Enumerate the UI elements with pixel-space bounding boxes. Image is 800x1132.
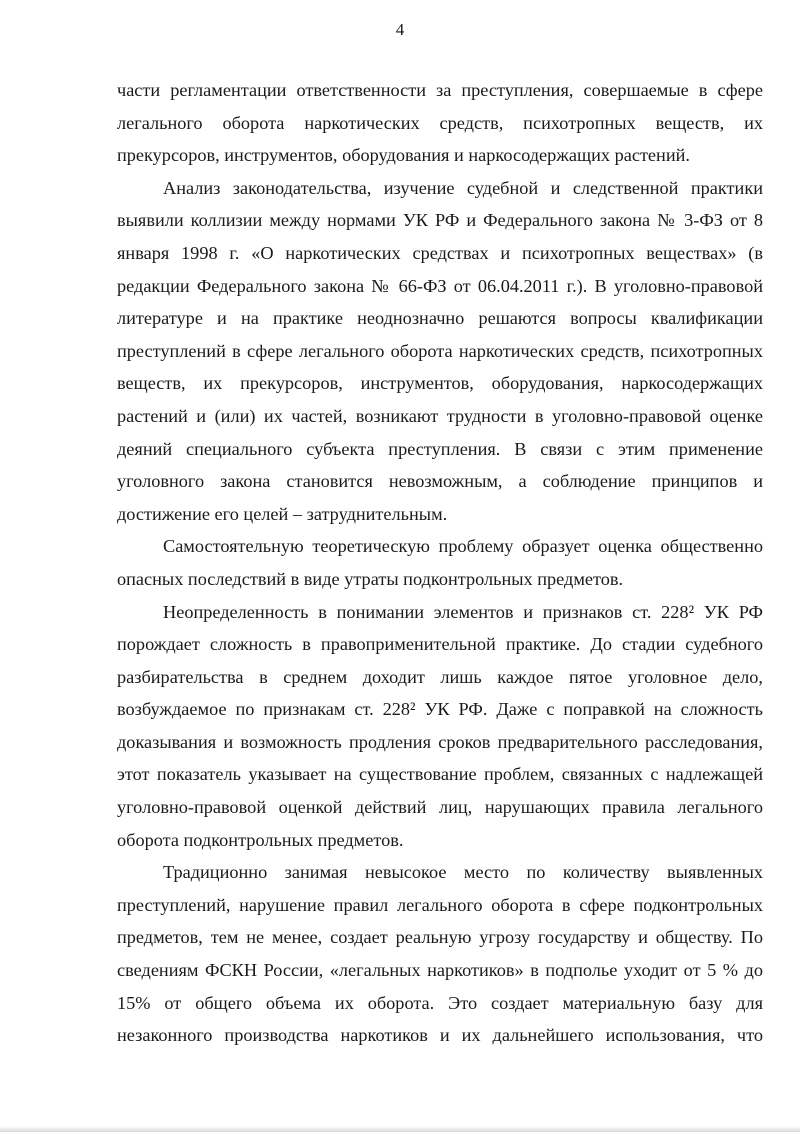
paragraph-continuation: части регламентации ответственности за преступления, совершаемые в сфере легального оборота наркотических средств, психотропных веществ, их прекурсоров, инструментов, оборудования и наркосодержащих растений. [117,80,763,166]
paragraph-legislation-analysis: Анализ законодательства, изучение судебной и следственной практики выявили коллизии между нормами УК РФ и Федерального закона № 3-ФЗ от 8 января 1998 г. «О наркотических средствах и психотропных веществах» (в редакции Федерального закона № 66-ФЗ от 06.04.2011 г.). В уголовно-правовой литературе и на практике неоднозначно решаются вопросы квалификации преступлений в сфере легального оборота наркотических средств, психотропных веществ, их прекурсоров, инструментов, оборудования, наркосодержащих растений и (или) их частей, возникают трудности в уголовно-правовой оценке деяний специального субъекта преступления. В связи с этим применение уголовного закона становится невозможным, а соблюдение принципов и достижение его целей – затруднительным. [117,177,763,524]
document-body [117,74,763,1052]
page-number: 4 [395,20,405,39]
scan-edge [0,1126,800,1132]
paragraph-traditionally: Традиционно занимая невысокое место по количеству выявленных преступлений, нарушение правил легального оборота в сфере подконтрольных предметов, тем не менее, создает реальную угрозу государству и обществу. По сведениям ФСКН России, «легальных наркотиков» в подполье уходит от 5 % до 15% от общего объема их оборота. Это создает материальную базу для незаконного производства наркотиков и их дальнейшего использования, что [117,862,763,1046]
paragraph-theoretical-problem: Самостоятельную теоретическую проблему образует оценка общественно опасных последствий в виде утраты подконтрольных предметов. [117,536,763,589]
paragraph-uncertainty: Неопределенность в понимании элементов и признаков ст. 228² УК РФ порождает сложность в правоприменительной практике. До стадии судебного разбирательства в среднем доходит лишь каждое пятое уголовное дело, возбуждаемое по признакам ст. 228² УК РФ. Даже с поправкой на сложность доказывания и возможность продления сроков предварительного расследования, этот показатель указывает на существование проблем, связанных с надлежащей уголовно-правовой оценкой действий лиц, нарушающих правила легального оборота подконтрольных предметов. [117,601,763,850]
